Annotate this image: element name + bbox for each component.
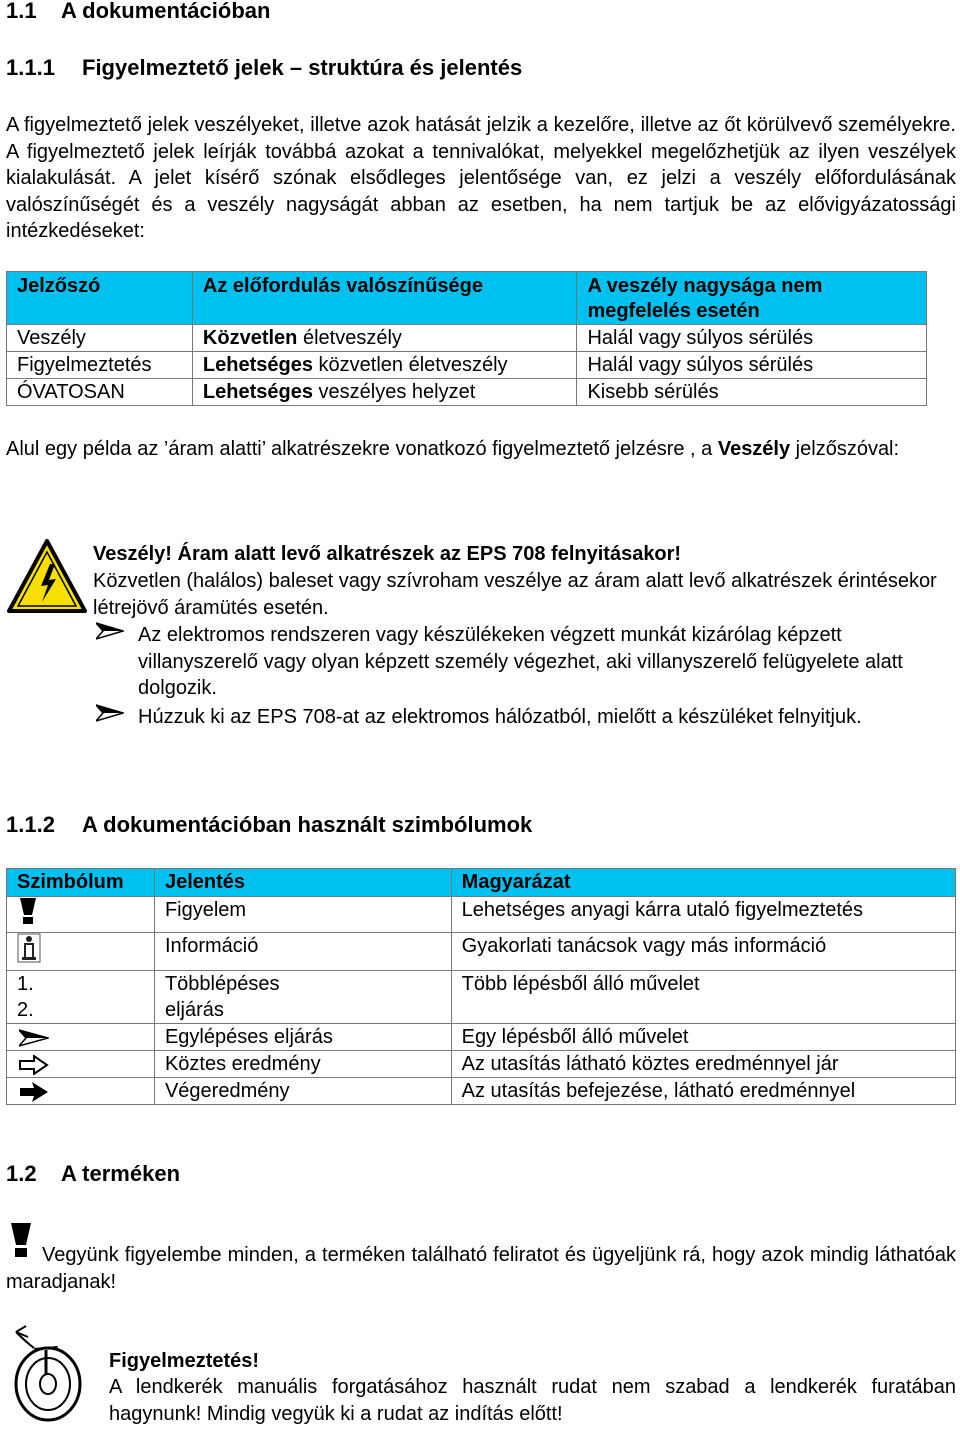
header-probability: Az előfordulás valószínűsége [192,272,577,325]
table-row [7,325,927,352]
symbol-cell [7,1024,155,1051]
danger-text: Közvetlen (halálos) baleset vagy szívroham veszélye az áram alatt levő alkatrészek érintésekor létrejövő áramütés esetén. [93,570,937,619]
table-row [7,971,956,1024]
magnitude: Halál vagy súlyos sérülés [577,352,927,379]
symbol-cell [7,1078,155,1105]
probability-bold: Lehetséges [202,354,313,376]
header-magnitude: A veszély nagysága nem megfelelés esetén [577,272,927,325]
table-row [7,933,956,971]
section-heading-1-2 [6,1161,180,1187]
meaning: Végeredmény [154,1078,451,1105]
intro-paragraph: A figyelmeztető jelek veszélyeket, illetve azok hatását jelzik a kezelőre, illetve az őt körülvevő személyekre. A figyelmeztető jelek leírják továbbá azokat a tennivalókat, melyekkel megelőzhetjük az ilyen veszélyek kialakulását. A jelet kísérő szónak elsődleges jelentősége van, ez jelzi a veszély előfordulásának valószínűségét és a veszély nagyságát abban az esetben, ha nem tartjuk be az elővigyázatossági intézkedéseket: [6,114,956,242]
product-paragraph: Vegyünk figyelembe minden, a terméken található feliratot és ügyeljünk rá, hogy azok mindig láthatóak maradjanak! [6,1244,956,1293]
single-arrow-icon [96,704,124,722]
meaning [154,971,451,1024]
magnitude: Kisebb sérülés [577,379,927,406]
probability [192,352,577,379]
section-heading-1-1-2 [6,812,532,838]
explanation: Egy lépésből álló művelet [451,1024,955,1051]
meaning-line: Többlépéses [164,973,280,995]
section-number: 1.1.2 [6,812,55,837]
danger-title: Veszély! Áram alatt levő alkatrészek az EPS 708 felnyitásakor! [93,543,682,565]
table-row [7,379,927,406]
signal-word: ÓVATOSAN [7,379,193,406]
probability-bold: Lehetséges [202,381,313,403]
section-title: A dokumentációban [61,0,271,23]
meaning: Figyelem [154,897,451,933]
meaning: Egylépéses eljárás [154,1024,451,1051]
example-tail: jelzőszóval: [790,438,900,460]
meaning: Köztes eredmény [154,1051,451,1078]
section-number: 1.1 [6,0,37,23]
explanation: Több lépésből álló művelet [451,971,955,1024]
header-explanation: Magyarázat [451,869,955,897]
probability-bold: Közvetlen [202,327,298,349]
table-row [7,352,927,379]
header-signal-word: Jelzőszó [7,272,193,325]
step-number: 2. [17,999,34,1021]
symbol-table [6,868,956,1105]
section-title: A dokumentációban használt szimbólumok [82,812,533,837]
section-title: A terméken [61,1161,181,1186]
bold-arrow-icon [19,1081,49,1103]
explanation: Lehetséges anyagi kárra utaló figyelmeztetés [451,897,955,933]
section-number: 1.1.1 [6,55,55,80]
signal-word-table [6,271,927,406]
meaning: Információ [154,933,451,971]
probability [192,379,577,406]
exclamation-icon [17,897,39,925]
probability [192,325,577,352]
signal-word: Veszély [7,325,193,352]
table-header-row [7,272,927,325]
section-heading-1-1 [6,0,270,24]
table-row [7,1024,956,1051]
bullet-text: Az elektromos rendszeren vagy készülékeken végzett munkát kizárólag képzett villanyszerelő vagy olyan képzett személy végezhet, aki villanyszerelő felügyelete alatt dolgozik. [138,624,903,699]
bullet-text: Húzzuk ki az EPS 708-at az elektromos hálózatból, mielőtt a készüléket felnyitjuk. [138,706,862,728]
flywheel-rod-icon [6,1322,86,1422]
example-text: Alul egy példa az ’áram alatti’ alkatrészekre vonatkozó figyelmeztető jelzésre , a [6,438,718,460]
example-paragraph [6,436,956,463]
header-meaning: Jelentés [154,869,451,897]
table-row [7,1078,956,1105]
section-heading-1-1-1 [6,55,522,81]
explanation: Az utasítás látható köztes eredménnyel jár [451,1051,955,1078]
table-header-row [7,869,956,897]
probability-rest: közvetlen életveszély [312,354,508,376]
step-number: 1. [17,973,34,995]
table-row [7,1051,956,1078]
signal-word: Figyelmeztetés [7,352,193,379]
section-title: Figyelmeztető jelek – struktúra és jelentés [82,55,523,80]
explanation: Gyakorlati tanácsok vagy más információ [451,933,955,971]
explanation: Az utasítás befejezése, látható eredménnyel [451,1078,955,1105]
probability-rest: életveszély [297,327,402,349]
high-voltage-warning-icon [6,538,88,614]
meaning-line: eljárás [164,999,224,1021]
section-number: 1.2 [6,1161,37,1186]
header-symbol: Szimbólum [7,869,155,897]
warning-text: A lendkerék manuális forgatásához használt rudat nem szabad a lendkerék furatában hagynunk! Mindig vegyük ki a rudat az indítás előtt! [109,1376,956,1425]
symbol-cell [7,1051,155,1078]
table-row [7,897,956,933]
symbol-cell [7,897,155,933]
warning-title: Figyelmeztetés! [109,1350,260,1372]
single-arrow-icon [19,1029,49,1047]
probability-rest: veszélyes helyzet [312,381,476,403]
hollow-arrow-icon [19,1055,49,1075]
single-arrow-icon [96,622,124,640]
info-icon [17,933,41,963]
example-bold: Veszély [717,438,791,460]
magnitude: Halál vagy súlyos sérülés [577,325,927,352]
symbol-cell [7,971,155,1024]
symbol-cell [7,933,155,971]
